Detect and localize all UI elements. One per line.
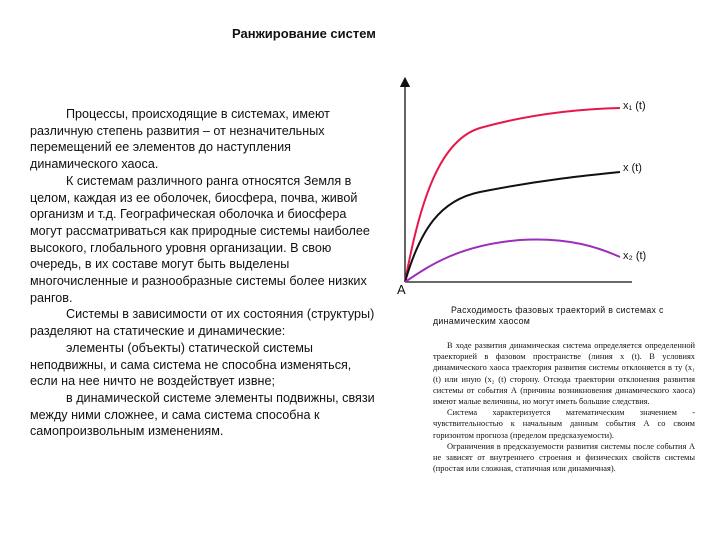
label-x2: x₂ (t) bbox=[623, 250, 647, 262]
origin-label-a: А bbox=[397, 282, 406, 297]
figure-caption: Расходимость фазовых траекторий в системах с динамическим хаосом bbox=[433, 305, 664, 326]
curve-x1 bbox=[405, 108, 620, 282]
main-paragraph-5: в динамической системе элементы подвижны, связи между ними сложнее, и сама система способна к самопроизвольным изменениям. bbox=[30, 390, 375, 439]
main-paragraph-2: К системам различного ранга относятся Земля в целом, каждая из ее оболочек, биосфера, почва, живой организм и т.д. Географическая оболочка и биосфера могут рассматриваться как природные системы наиболее высокого, глобального уровня организации. В свою очередь, в их составе могут быть выделены многочисленные и разнообразные системы более низких рангов. bbox=[30, 173, 370, 305]
description-paragraph-2: Система характеризуется математическим значением - чувствительностью к начальным данным события А со своим горизонтом прогноза (пределом предсказуемости). bbox=[433, 408, 695, 440]
label-x1: x₁ (t) bbox=[623, 100, 646, 112]
description-paragraph-3: Ограничения в предсказуемости развития системы после события А не зависят от внутреннего строения и физических свойств системы (простая или сложная, статичная или динамичная). bbox=[433, 441, 695, 474]
label-x: x (t) bbox=[623, 162, 642, 174]
curve-x bbox=[405, 172, 620, 282]
main-paragraph-1: Процессы, происходящие в системах, имеют различную степень развития – от незначительных перемещений ее элементов до наступления динамического хаоса. bbox=[30, 107, 330, 172]
description-paragraph-1: В ходе развития динамическая система определяется определенной траекторией в фазовом пространстве (линия x (t). В условиях динамического хаоса траектория развития системы отклоняется в ту (x₁ (t) или иную (x₂ (t) сторону. Отсюда траектории отклонения развития системы от события А (причины возникновения динамического хаоса) имеют малые величины, но могут иметь большие следствия. bbox=[433, 341, 695, 407]
main-paragraph-4: элементы (объекты) статической системы неподвижны, и сама система не способна изменяться, если на нее ничто не воздействует извне; bbox=[30, 340, 352, 389]
curve-x2 bbox=[405, 239, 620, 282]
slide-title: Ранжирование систем bbox=[232, 26, 376, 41]
main-paragraph-3: Системы в зависимости от их состояния (структуры) разделяют на статические и динамические: bbox=[30, 307, 375, 339]
description-text bbox=[433, 340, 695, 474]
